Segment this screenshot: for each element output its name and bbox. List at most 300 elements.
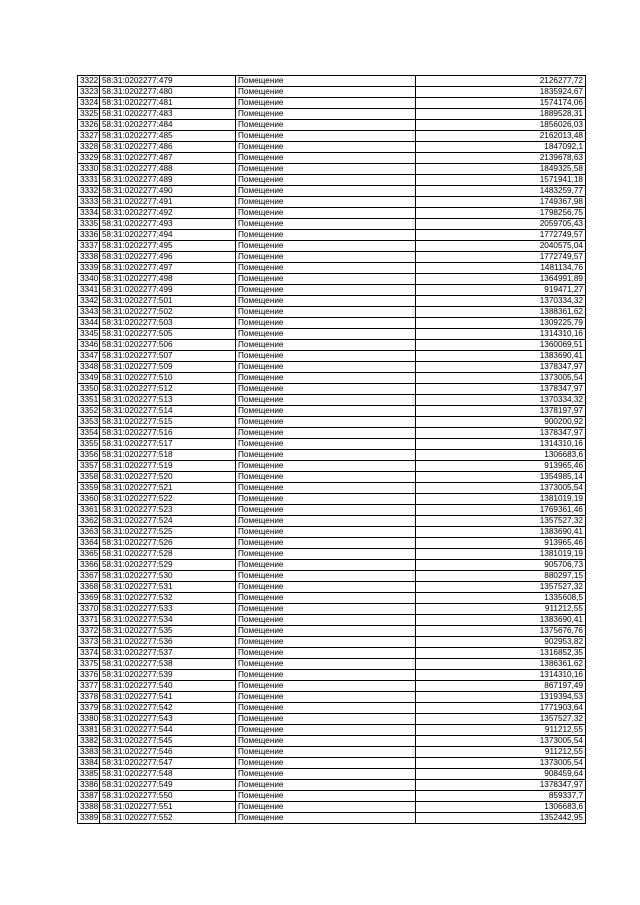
object-type-cell: Помещение [236, 329, 416, 340]
object-type-cell: Помещение [236, 142, 416, 153]
row-number-cell: 3375 [78, 659, 100, 670]
table-row [78, 285, 586, 296]
cadastral-value-cell: 919471,27 [416, 285, 586, 296]
table-row [78, 120, 586, 131]
cadastral-value-cell: 1314310,16 [416, 670, 586, 681]
row-number-cell: 3360 [78, 494, 100, 505]
table-row [78, 109, 586, 120]
cadastral-number-cell: 58:31:0202277:490 [100, 186, 236, 197]
cadastral-value-cell: 867197,49 [416, 681, 586, 692]
row-number-cell: 3350 [78, 384, 100, 395]
cadastral-value-cell: 1483259,77 [416, 186, 586, 197]
table-row [78, 736, 586, 747]
cadastral-value-cell: 1360069,51 [416, 340, 586, 351]
cadastral-number-cell: 58:31:0202277:529 [100, 560, 236, 571]
cadastral-number-cell: 58:31:0202277:548 [100, 769, 236, 780]
row-number-cell: 3377 [78, 681, 100, 692]
cadastral-value-cell: 900200,92 [416, 417, 586, 428]
object-type-cell: Помещение [236, 659, 416, 670]
table-row [78, 769, 586, 780]
cadastral-value-cell: 880297,15 [416, 571, 586, 582]
cadastral-number-cell: 58:31:0202277:501 [100, 296, 236, 307]
cadastral-number-cell: 58:31:0202277:493 [100, 219, 236, 230]
row-number-cell: 3387 [78, 791, 100, 802]
row-number-cell: 3354 [78, 428, 100, 439]
cadastral-number-cell: 58:31:0202277:550 [100, 791, 236, 802]
object-type-cell: Помещение [236, 274, 416, 285]
row-number-cell: 3337 [78, 241, 100, 252]
cadastral-value-cell: 1388361,62 [416, 307, 586, 318]
table-row [78, 505, 586, 516]
table-row [78, 307, 586, 318]
cadastral-table [77, 75, 586, 824]
object-type-cell: Помещение [236, 461, 416, 472]
cadastral-value-cell: 911212,55 [416, 747, 586, 758]
table-row [78, 527, 586, 538]
table-row [78, 615, 586, 626]
cadastral-value-cell: 1375676,76 [416, 626, 586, 637]
cadastral-number-cell: 58:31:0202277:505 [100, 329, 236, 340]
cadastral-number-cell: 58:31:0202277:523 [100, 505, 236, 516]
table-row [78, 560, 586, 571]
cadastral-value-cell: 1378347,97 [416, 384, 586, 395]
row-number-cell: 3345 [78, 329, 100, 340]
row-number-cell: 3327 [78, 131, 100, 142]
cadastral-value-cell: 1798256,75 [416, 208, 586, 219]
table-row [78, 87, 586, 98]
cadastral-value-cell: 908459,64 [416, 769, 586, 780]
cadastral-number-cell: 58:31:0202277:521 [100, 483, 236, 494]
object-type-cell: Помещение [236, 296, 416, 307]
object-type-cell: Помещение [236, 417, 416, 428]
row-number-cell: 3383 [78, 747, 100, 758]
object-type-cell: Помещение [236, 307, 416, 318]
cadastral-number-cell: 58:31:0202277:506 [100, 340, 236, 351]
row-number-cell: 3389 [78, 813, 100, 824]
cadastral-number-cell: 58:31:0202277:510 [100, 373, 236, 384]
row-number-cell: 3376 [78, 670, 100, 681]
cadastral-number-cell: 58:31:0202277:489 [100, 175, 236, 186]
object-type-cell: Помещение [236, 219, 416, 230]
cadastral-value-cell: 1373005,54 [416, 758, 586, 769]
table-row [78, 791, 586, 802]
object-type-cell: Помещение [236, 560, 416, 571]
row-number-cell: 3329 [78, 153, 100, 164]
cadastral-number-cell: 58:31:0202277:514 [100, 406, 236, 417]
object-type-cell: Помещение [236, 714, 416, 725]
row-number-cell: 3381 [78, 725, 100, 736]
cadastral-value-cell: 1319394,53 [416, 692, 586, 703]
table-row [78, 384, 586, 395]
row-number-cell: 3384 [78, 758, 100, 769]
table-row [78, 659, 586, 670]
table-row [78, 197, 586, 208]
cadastral-value-cell: 1772749,57 [416, 230, 586, 241]
object-type-cell: Помещение [236, 406, 416, 417]
cadastral-value-cell: 2139678,63 [416, 153, 586, 164]
cadastral-value-cell: 1306683,6 [416, 802, 586, 813]
table-row [78, 681, 586, 692]
cadastral-value-cell: 1370334,32 [416, 395, 586, 406]
object-type-cell: Помещение [236, 263, 416, 274]
object-type-cell: Помещение [236, 604, 416, 615]
row-number-cell: 3371 [78, 615, 100, 626]
table-row [78, 582, 586, 593]
table-row [78, 626, 586, 637]
object-type-cell: Помещение [236, 197, 416, 208]
cadastral-value-cell: 1749367,98 [416, 197, 586, 208]
table-row [78, 703, 586, 714]
object-type-cell: Помещение [236, 153, 416, 164]
object-type-cell: Помещение [236, 626, 416, 637]
table-row [78, 142, 586, 153]
row-number-cell: 3379 [78, 703, 100, 714]
cadastral-value-cell: 911212,55 [416, 604, 586, 615]
cadastral-number-cell: 58:31:0202277:502 [100, 307, 236, 318]
cadastral-number-cell: 58:31:0202277:487 [100, 153, 236, 164]
table-row [78, 483, 586, 494]
row-number-cell: 3349 [78, 373, 100, 384]
object-type-cell: Помещение [236, 318, 416, 329]
row-number-cell: 3333 [78, 197, 100, 208]
row-number-cell: 3388 [78, 802, 100, 813]
table-row [78, 648, 586, 659]
object-type-cell: Помещение [236, 87, 416, 98]
cadastral-number-cell: 58:31:0202277:528 [100, 549, 236, 560]
row-number-cell: 3328 [78, 142, 100, 153]
row-number-cell: 3335 [78, 219, 100, 230]
cadastral-value-cell: 1383690,41 [416, 351, 586, 362]
object-type-cell: Помещение [236, 615, 416, 626]
object-type-cell: Помещение [236, 439, 416, 450]
table-row [78, 230, 586, 241]
table-row [78, 417, 586, 428]
row-number-cell: 3351 [78, 395, 100, 406]
table-row [78, 274, 586, 285]
table-row [78, 472, 586, 483]
object-type-cell: Помещение [236, 648, 416, 659]
table-row [78, 494, 586, 505]
cadastral-number-cell: 58:31:0202277:543 [100, 714, 236, 725]
row-number-cell: 3338 [78, 252, 100, 263]
row-number-cell: 3368 [78, 582, 100, 593]
cadastral-value-cell: 1835924,67 [416, 87, 586, 98]
row-number-cell: 3366 [78, 560, 100, 571]
table-row [78, 219, 586, 230]
object-type-cell: Помещение [236, 208, 416, 219]
object-type-cell: Помещение [236, 98, 416, 109]
cadastral-number-cell: 58:31:0202277:520 [100, 472, 236, 483]
cadastral-value-cell: 1354985,14 [416, 472, 586, 483]
table-row [78, 593, 586, 604]
object-type-cell: Помещение [236, 483, 416, 494]
table-row [78, 439, 586, 450]
object-type-cell: Помещение [236, 450, 416, 461]
cadastral-number-cell: 58:31:0202277:516 [100, 428, 236, 439]
row-number-cell: 3378 [78, 692, 100, 703]
cadastral-number-cell: 58:31:0202277:536 [100, 637, 236, 648]
cadastral-value-cell: 1574174,06 [416, 98, 586, 109]
cadastral-number-cell: 58:31:0202277:522 [100, 494, 236, 505]
cadastral-value-cell: 913965,46 [416, 538, 586, 549]
object-type-cell: Помещение [236, 692, 416, 703]
cadastral-number-cell: 58:31:0202277:498 [100, 274, 236, 285]
row-number-cell: 3369 [78, 593, 100, 604]
cadastral-number-cell: 58:31:0202277:545 [100, 736, 236, 747]
object-type-cell: Помещение [236, 186, 416, 197]
object-type-cell: Помещение [236, 549, 416, 560]
cadastral-number-cell: 58:31:0202277:507 [100, 351, 236, 362]
cadastral-number-cell: 58:31:0202277:494 [100, 230, 236, 241]
cadastral-value-cell: 2162013,48 [416, 131, 586, 142]
object-type-cell: Помещение [236, 747, 416, 758]
object-type-cell: Помещение [236, 538, 416, 549]
cadastral-value-cell: 1357527,32 [416, 582, 586, 593]
cadastral-number-cell: 58:31:0202277:533 [100, 604, 236, 615]
row-number-cell: 3352 [78, 406, 100, 417]
object-type-cell: Помещение [236, 362, 416, 373]
row-number-cell: 3386 [78, 780, 100, 791]
cadastral-number-cell: 58:31:0202277:512 [100, 384, 236, 395]
cadastral-number-cell: 58:31:0202277:518 [100, 450, 236, 461]
row-number-cell: 3334 [78, 208, 100, 219]
cadastral-number-cell: 58:31:0202277:525 [100, 527, 236, 538]
cadastral-number-cell: 58:31:0202277:491 [100, 197, 236, 208]
object-type-cell: Помещение [236, 516, 416, 527]
cadastral-number-cell: 58:31:0202277:531 [100, 582, 236, 593]
cadastral-value-cell: 1849325,58 [416, 164, 586, 175]
table-row [78, 604, 586, 615]
table-row [78, 208, 586, 219]
table-row [78, 450, 586, 461]
cadastral-number-cell: 58:31:0202277:496 [100, 252, 236, 263]
object-type-cell: Помещение [236, 593, 416, 604]
cadastral-value-cell: 1373005,54 [416, 373, 586, 384]
table-row [78, 670, 586, 681]
table-row [78, 516, 586, 527]
table-row [78, 461, 586, 472]
row-number-cell: 3361 [78, 505, 100, 516]
cadastral-value-cell: 905706,73 [416, 560, 586, 571]
row-number-cell: 3322 [78, 76, 100, 87]
row-number-cell: 3363 [78, 527, 100, 538]
object-type-cell: Помещение [236, 505, 416, 516]
row-number-cell: 3357 [78, 461, 100, 472]
object-type-cell: Помещение [236, 230, 416, 241]
row-number-cell: 3358 [78, 472, 100, 483]
row-number-cell: 3356 [78, 450, 100, 461]
object-type-cell: Помещение [236, 802, 416, 813]
object-type-cell: Помещение [236, 703, 416, 714]
cadastral-value-cell: 1364991,89 [416, 274, 586, 285]
table-row [78, 725, 586, 736]
row-number-cell: 3323 [78, 87, 100, 98]
object-type-cell: Помещение [236, 681, 416, 692]
table-row [78, 318, 586, 329]
cadastral-number-cell: 58:31:0202277:535 [100, 626, 236, 637]
cadastral-value-cell: 1772749,57 [416, 252, 586, 263]
cadastral-number-cell: 58:31:0202277:532 [100, 593, 236, 604]
row-number-cell: 3342 [78, 296, 100, 307]
cadastral-number-cell: 58:31:0202277:495 [100, 241, 236, 252]
row-number-cell: 3343 [78, 307, 100, 318]
row-number-cell: 3336 [78, 230, 100, 241]
row-number-cell: 3348 [78, 362, 100, 373]
object-type-cell: Помещение [236, 571, 416, 582]
cadastral-number-cell: 58:31:0202277:517 [100, 439, 236, 450]
cadastral-value-cell: 1357527,32 [416, 516, 586, 527]
cadastral-value-cell: 1378347,97 [416, 362, 586, 373]
table-row [78, 340, 586, 351]
cadastral-number-cell: 58:31:0202277:541 [100, 692, 236, 703]
table-row [78, 406, 586, 417]
row-number-cell: 3382 [78, 736, 100, 747]
cadastral-value-cell: 1381019,19 [416, 549, 586, 560]
object-type-cell: Помещение [236, 769, 416, 780]
cadastral-value-cell: 902953,82 [416, 637, 586, 648]
object-type-cell: Помещение [236, 76, 416, 87]
table-row [78, 802, 586, 813]
cadastral-number-cell: 58:31:0202277:499 [100, 285, 236, 296]
cadastral-value-cell: 1481134,76 [416, 263, 586, 274]
row-number-cell: 3326 [78, 120, 100, 131]
cadastral-value-cell: 1314310,16 [416, 439, 586, 450]
row-number-cell: 3324 [78, 98, 100, 109]
cadastral-value-cell: 2126277,72 [416, 76, 586, 87]
object-type-cell: Помещение [236, 725, 416, 736]
row-number-cell: 3331 [78, 175, 100, 186]
object-type-cell: Помещение [236, 241, 416, 252]
cadastral-value-cell: 1378347,97 [416, 780, 586, 791]
cadastral-number-cell: 58:31:0202277:503 [100, 318, 236, 329]
table-row [78, 395, 586, 406]
object-type-cell: Помещение [236, 120, 416, 131]
cadastral-value-cell: 1571941,18 [416, 175, 586, 186]
table-row [78, 747, 586, 758]
table-row [78, 692, 586, 703]
cadastral-value-cell: 1386361,62 [416, 659, 586, 670]
row-number-cell: 3365 [78, 549, 100, 560]
table-row [78, 351, 586, 362]
cadastral-value-cell: 1314310,16 [416, 329, 586, 340]
cadastral-value-cell: 1373005,54 [416, 736, 586, 747]
row-number-cell: 3341 [78, 285, 100, 296]
table-row [78, 571, 586, 582]
cadastral-value-cell: 1316852,35 [416, 648, 586, 659]
cadastral-number-cell: 58:31:0202277:484 [100, 120, 236, 131]
cadastral-number-cell: 58:31:0202277:544 [100, 725, 236, 736]
table-row [78, 131, 586, 142]
cadastral-value-cell: 1769361,46 [416, 505, 586, 516]
cadastral-value-cell: 1381019,19 [416, 494, 586, 505]
table-row [78, 186, 586, 197]
cadastral-value-cell: 1373005,54 [416, 483, 586, 494]
object-type-cell: Помещение [236, 780, 416, 791]
cadastral-number-cell: 58:31:0202277:485 [100, 131, 236, 142]
cadastral-number-cell: 58:31:0202277:530 [100, 571, 236, 582]
cadastral-number-cell: 58:31:0202277:547 [100, 758, 236, 769]
row-number-cell: 3355 [78, 439, 100, 450]
object-type-cell: Помещение [236, 395, 416, 406]
cadastral-number-cell: 58:31:0202277:546 [100, 747, 236, 758]
object-type-cell: Помещение [236, 373, 416, 384]
table-row [78, 252, 586, 263]
table-row [78, 76, 586, 87]
cadastral-number-cell: 58:31:0202277:497 [100, 263, 236, 274]
object-type-cell: Помещение [236, 175, 416, 186]
object-type-cell: Помещение [236, 384, 416, 395]
table-row [78, 98, 586, 109]
cadastral-number-cell: 58:31:0202277:526 [100, 538, 236, 549]
cadastral-number-cell: 58:31:0202277:481 [100, 98, 236, 109]
cadastral-value-cell: 1889528,31 [416, 109, 586, 120]
object-type-cell: Помещение [236, 758, 416, 769]
cadastral-number-cell: 58:31:0202277:549 [100, 780, 236, 791]
cadastral-value-cell: 911212,55 [416, 725, 586, 736]
table-row [78, 241, 586, 252]
table-row [78, 428, 586, 439]
cadastral-number-cell: 58:31:0202277:479 [100, 76, 236, 87]
table-row [78, 263, 586, 274]
cadastral-value-cell: 1306683,6 [416, 450, 586, 461]
row-number-cell: 3380 [78, 714, 100, 725]
table-row [78, 296, 586, 307]
row-number-cell: 3344 [78, 318, 100, 329]
cadastral-value-cell: 1383690,41 [416, 615, 586, 626]
row-number-cell: 3370 [78, 604, 100, 615]
cadastral-number-cell: 58:31:0202277:488 [100, 164, 236, 175]
cadastral-number-cell: 58:31:0202277:524 [100, 516, 236, 527]
object-type-cell: Помещение [236, 109, 416, 120]
table-row [78, 373, 586, 384]
object-type-cell: Помещение [236, 428, 416, 439]
object-type-cell: Помещение [236, 582, 416, 593]
object-type-cell: Помещение [236, 670, 416, 681]
object-type-cell: Помещение [236, 351, 416, 362]
cadastral-value-cell: 1335608,5 [416, 593, 586, 604]
object-type-cell: Помещение [236, 637, 416, 648]
cadastral-number-cell: 58:31:0202277:551 [100, 802, 236, 813]
table-row [78, 813, 586, 824]
row-number-cell: 3332 [78, 186, 100, 197]
cadastral-value-cell: 1771903,64 [416, 703, 586, 714]
row-number-cell: 3346 [78, 340, 100, 351]
row-number-cell: 3330 [78, 164, 100, 175]
table-row [78, 329, 586, 340]
table-row [78, 637, 586, 648]
table-row [78, 153, 586, 164]
cadastral-number-cell: 58:31:0202277:492 [100, 208, 236, 219]
row-number-cell: 3364 [78, 538, 100, 549]
cadastral-value-cell: 1383690,41 [416, 527, 586, 538]
cadastral-number-cell: 58:31:0202277:534 [100, 615, 236, 626]
cadastral-number-cell: 58:31:0202277:480 [100, 87, 236, 98]
row-number-cell: 3373 [78, 637, 100, 648]
cadastral-value-cell: 1378197,97 [416, 406, 586, 417]
cadastral-number-cell: 58:31:0202277:513 [100, 395, 236, 406]
cadastral-value-cell: 2059705,43 [416, 219, 586, 230]
cadastral-number-cell: 58:31:0202277:515 [100, 417, 236, 428]
object-type-cell: Помещение [236, 813, 416, 824]
cadastral-value-cell: 1309225,79 [416, 318, 586, 329]
table-body [78, 76, 586, 824]
cadastral-number-cell: 58:31:0202277:486 [100, 142, 236, 153]
row-number-cell: 3362 [78, 516, 100, 527]
object-type-cell: Помещение [236, 252, 416, 263]
cadastral-number-cell: 58:31:0202277:519 [100, 461, 236, 472]
cadastral-number-cell: 58:31:0202277:539 [100, 670, 236, 681]
row-number-cell: 3353 [78, 417, 100, 428]
